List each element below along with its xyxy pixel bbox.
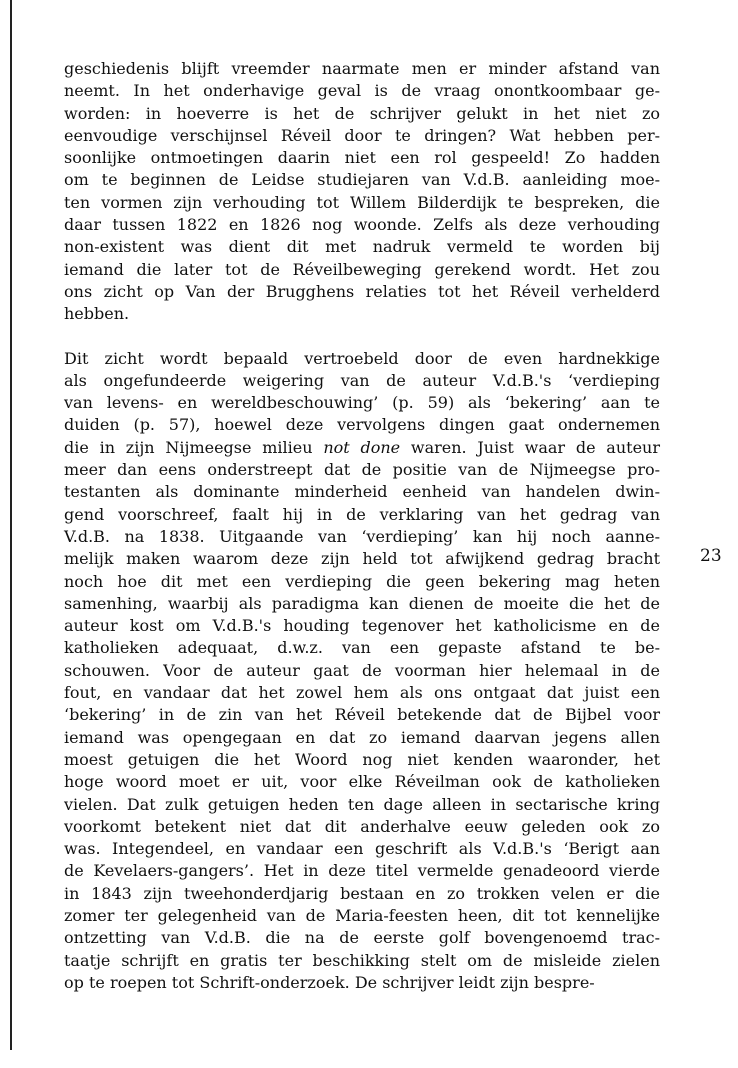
text-line: hebben. bbox=[64, 304, 130, 324]
text-line: Dit zicht wordt bepaald vertroebeld door de even hardnekkige bbox=[64, 348, 660, 368]
text-line: iemand was opengegaan en dat zo iemand daarvan jegens allen bbox=[64, 727, 660, 747]
text-line: noch hoe dit met een verdieping die geen bekering mag heten bbox=[64, 571, 660, 591]
text-line: testanten als dominante minderheid eenheid van handelen dwin- bbox=[64, 482, 660, 502]
text-line: voorkomt betekent niet dat dit anderhalve eeuw geleden ook zo bbox=[64, 816, 660, 836]
text-line: taatje schrijft en gratis ter beschikking stelt om de misleide zielen bbox=[64, 950, 660, 970]
text-line: schouwen. Voor de auteur gaat de voorman hier helemaal in de bbox=[64, 660, 660, 680]
page-number: 23 bbox=[700, 546, 722, 566]
text-line: ons zicht op Van der Brugghens relaties tot het Réveil verhelderd bbox=[64, 281, 660, 301]
text-line: was. Integendeel, en vandaar een geschrift als V.d.B.'s ‘Berigt aan bbox=[64, 839, 660, 859]
text-line: in 1843 zijn tweehonderdjarig bestaan en zo trokken velen er die bbox=[64, 883, 660, 903]
text-line: V.d.B. na 1838. Uitgaande van ‘verdieping’ kan hij noch aanne- bbox=[64, 526, 660, 546]
text-line: iemand die later tot de Réveilbeweging gerekend wordt. Het zou bbox=[64, 259, 660, 279]
text-line: fout, en vandaar dat het zowel hem als ons ontgaat dat juist een bbox=[64, 683, 660, 703]
text-line: ten vormen zijn verhouding tot Willem Bilderdijk te bespreken, die bbox=[64, 192, 660, 212]
text-line: gend voorschreef, faalt hij in de verklaring van het gedrag van bbox=[64, 504, 660, 524]
text-line: neemt. In het onderhavige geval is de vraag onontkoombaar ge- bbox=[64, 81, 660, 101]
text-line: meer dan eens onderstreept dat de positie van de Nijmeegse pro- bbox=[64, 460, 660, 480]
text-column bbox=[64, 58, 660, 994]
text-line: hoge woord moet er uit, voor elke Réveilman ook de katholieken bbox=[64, 772, 660, 792]
text-line: non-existent was dient dit met nadruk vermeld te worden bij bbox=[64, 237, 660, 257]
text-line: vielen. Dat zulk getuigen heden ten dage alleen in sectarische kring bbox=[64, 794, 660, 814]
emphasis-text: not done bbox=[323, 437, 401, 457]
text-line: op te roepen tot Schrift-onderzoek. De schrijver leidt zijn bespre- bbox=[64, 972, 595, 992]
text-line: de Kevelaers-gangers’. Het in deze titel vermelde genadeoord vierde bbox=[64, 861, 660, 881]
text-line: duiden (p. 57), hoewel deze vervolgens dingen gaat ondernemen bbox=[64, 415, 660, 435]
text-line: daar tussen 1822 en 1826 nog woonde. Zelfs als deze verhouding bbox=[64, 215, 660, 235]
text-line: worden: in hoeverre is het de schrijver gelukt in het niet zo bbox=[64, 103, 660, 123]
text-line: als ongefundeerde weigering van de auteur V.d.B.'s ‘verdieping bbox=[64, 370, 660, 390]
text-line: geschiedenis blijft vreemder naarmate men er minder afstand van bbox=[64, 59, 660, 78]
text-line: moest getuigen die het Woord nog niet kenden waaronder, het bbox=[64, 749, 660, 769]
text-line: ‘bekering’ in de zin van het Réveil betekende dat de Bijbel voor bbox=[64, 705, 660, 725]
text-line: zomer ter gelegenheid van de Maria-feesten heen, dit tot kennelijke bbox=[64, 905, 660, 925]
text-line: samenhing, waarbij als paradigma kan dienen de moeite die het de bbox=[64, 593, 660, 613]
paragraph-2 bbox=[64, 348, 660, 995]
text-line: melijk maken waarom deze zijn held tot afwijkend gedrag bracht bbox=[64, 549, 660, 569]
text-line: die in zijn Nijmeegse milieu not done waren. Juist waar de auteur bbox=[64, 437, 660, 457]
text-line: soonlijke ontmoetingen daarin niet een rol gespeeld! Zo hadden bbox=[64, 148, 660, 168]
text-line: om te beginnen de Leidse studiejaren van V.d.B. aanleiding moe- bbox=[64, 170, 660, 190]
text-line: auteur kost om V.d.B.'s houding tegenover het katholicisme en de bbox=[64, 616, 660, 636]
page-binding-edge bbox=[10, 0, 12, 1050]
text-line: eenvoudige verschijnsel Réveil door te dringen? Wat hebben per- bbox=[64, 125, 660, 145]
text-line: katholieken adequaat, d.w.z. van een gepaste afstand te be- bbox=[64, 638, 660, 658]
paragraph-1 bbox=[64, 58, 660, 326]
text-line: van levens- en wereldbeschouwing’ (p. 59) als ‘bekering’ aan te bbox=[64, 393, 660, 413]
text-line: ontzetting van V.d.B. die na de eerste golf bovengenoemd trac- bbox=[64, 928, 660, 948]
